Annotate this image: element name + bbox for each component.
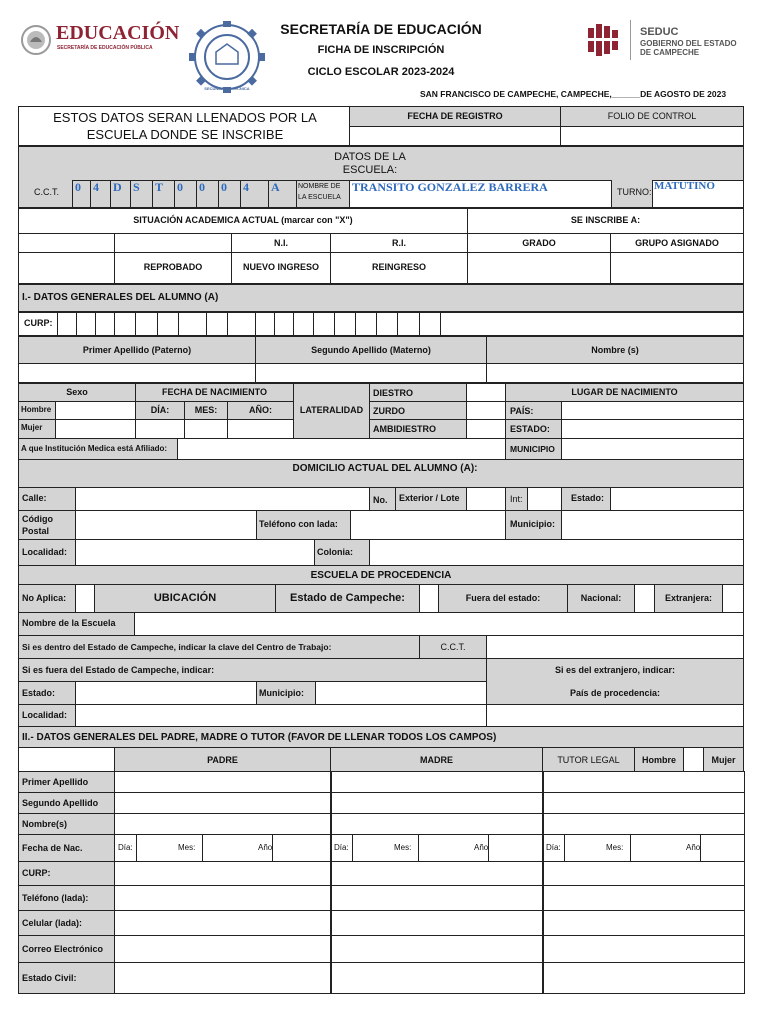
parent-row-label: Segundo Apellido xyxy=(22,798,99,808)
school-note: ESTOS DATOS SERAN LLENADOS POR LA ESCUELA DONDE SE INSCRIBE xyxy=(53,110,317,142)
nombre-input[interactable] xyxy=(486,363,744,383)
address-title: DOMICILIO ACTUAL DEL ALUMNO (A): xyxy=(292,463,478,474)
origin-localidad-label: Localidad: xyxy=(22,710,68,720)
curp-char-box[interactable] xyxy=(255,312,275,336)
address-municipio-input[interactable] xyxy=(561,510,744,540)
parent-row-label: Teléfono (lada): xyxy=(22,893,89,903)
parent-date-dia-label: Día: xyxy=(546,843,561,852)
mujer-check[interactable] xyxy=(55,419,136,439)
place-date: SAN FRANCISCO DE CAMPECHE, CAMPECHE,______DE AGOSTO DE 2023 xyxy=(420,89,727,99)
parent-row-label: Celular (lada): xyxy=(22,918,83,928)
institucion-label: A que Institución Medica está Afiliado: xyxy=(21,444,168,453)
seduc-logo-line3: DE CAMPECHE xyxy=(640,48,700,57)
school-seal xyxy=(184,20,270,94)
seduc-logo-line2: GOBIERNO DEL ESTADO xyxy=(640,39,737,48)
mes-label: MES: xyxy=(194,405,218,415)
int-input[interactable] xyxy=(527,487,562,511)
dia-input[interactable] xyxy=(135,419,185,439)
primer-apellido-input[interactable] xyxy=(18,363,256,383)
parent-row-label: Primer Apellido xyxy=(22,777,89,787)
address-municipio-label: Municipio: xyxy=(510,519,555,529)
parent-date-dia-label: Día: xyxy=(334,843,349,852)
cp-input[interactable] xyxy=(75,510,257,540)
ambidiestro-label: AMBIDIESTRO xyxy=(373,424,436,434)
situation-title: SITUACIÓN ACADEMICA ACTUAL (marcar con "X") xyxy=(133,215,353,225)
hombre-label: Hombre xyxy=(21,405,52,414)
reingreso-label: REINGRESO xyxy=(371,262,426,272)
origin-cct-input[interactable] xyxy=(486,635,744,659)
seduc-logo xyxy=(584,20,744,64)
curp-char-box[interactable] xyxy=(57,312,77,336)
padre-field[interactable] xyxy=(114,813,332,835)
pais-input[interactable] xyxy=(561,401,744,420)
lugar-nac-label: LUGAR DE NACIMIENTO xyxy=(571,387,678,397)
origin-municipio-label: Municipio: xyxy=(259,688,304,698)
tutor-field[interactable] xyxy=(542,962,745,994)
tutor-field[interactable] xyxy=(542,935,745,963)
parent-date-anio-label: Año xyxy=(474,843,489,852)
cct-char: 0 xyxy=(75,180,81,194)
no-aplica-label: No Aplica: xyxy=(22,593,67,603)
school-name-label: NOMBRE DE LA ESCUELA xyxy=(298,183,341,201)
segundo-apellido-input[interactable] xyxy=(255,363,487,383)
turno-label: TURNO: xyxy=(617,187,652,197)
school-data-title: DATOS DE LA ESCUELA: xyxy=(334,151,406,177)
no-aplica-check[interactable] xyxy=(75,584,95,613)
telefono-input[interactable] xyxy=(350,510,506,540)
school-cycle: CICLO ESCOLAR 2023-2024 xyxy=(307,66,455,78)
cp-label: Código Postal xyxy=(22,514,53,536)
grupo-label: GRUPO ASIGNADO xyxy=(635,238,719,248)
turno-value: MATUTINO xyxy=(654,180,715,192)
madre-field[interactable] xyxy=(330,885,544,911)
parent-date-anio-label: Año xyxy=(258,843,273,852)
extranjera-check[interactable] xyxy=(722,584,744,613)
ri-label: R.I. xyxy=(391,238,406,248)
cct-char: S xyxy=(133,180,140,194)
sep-logo-subtitle: SECRETARÍA DE EDUCACIÓN PÚBLICA xyxy=(57,45,153,51)
folio-input[interactable] xyxy=(560,126,744,146)
school-gear-seal-icon xyxy=(184,20,270,94)
tutor-field[interactable] xyxy=(542,792,745,814)
parent-date-mes-label: Mes: xyxy=(606,843,624,852)
padre-label: PADRE xyxy=(207,755,238,765)
cct-char: A xyxy=(271,180,280,194)
origin-cct-label: C.C.T. xyxy=(440,642,466,652)
parent-row-label: Estado Civil: xyxy=(22,973,77,983)
curp-char-box[interactable] xyxy=(397,312,420,336)
madre-field[interactable] xyxy=(330,962,544,994)
segundo-apellido-label: Segundo Apellido (Materno) xyxy=(311,345,431,355)
dia-label: DÍA: xyxy=(150,405,170,415)
page-title: SECRETARÍA DE EDUCACIÓN xyxy=(280,21,482,37)
curp-char-box[interactable] xyxy=(206,312,228,336)
ubicacion-label: UBICACIÓN xyxy=(153,592,217,604)
padre-field[interactable] xyxy=(114,885,332,911)
padre-field[interactable] xyxy=(114,935,332,963)
madre-field[interactable] xyxy=(330,792,544,814)
grado-label: GRADO xyxy=(522,238,556,248)
curp-char-box[interactable] xyxy=(293,312,314,336)
pais-procedencia-label: País de procedencia: xyxy=(569,688,661,698)
padre-field[interactable] xyxy=(114,861,332,886)
parent-row-label: Fecha de Nac. xyxy=(22,843,83,853)
tutor-label: TUTOR LEGAL xyxy=(557,755,620,765)
address-estado-label: Estado: xyxy=(571,493,605,503)
cct-char: 4 xyxy=(243,180,249,194)
mujer-label: Mujer xyxy=(21,423,43,432)
grado-input[interactable] xyxy=(467,252,611,284)
parents-section-title: II.- DATOS GENERALES DEL PADRE, MADRE O TUTOR (FAVOR DE LLENAR TODOS LOS CAMPOS) xyxy=(22,732,497,743)
zurdo-check[interactable] xyxy=(466,401,506,420)
student-section-title: I.- DATOS GENERALES DEL ALUMNO (A) xyxy=(22,292,219,303)
fuera-indicar-label: Si es fuera del Estado de Campeche, indicar: xyxy=(22,665,215,675)
madre-field[interactable] xyxy=(330,935,544,963)
no-label: No. xyxy=(373,495,388,505)
curp-char-box[interactable] xyxy=(334,312,356,336)
localidad-input[interactable] xyxy=(75,539,315,566)
ambidiestro-check[interactable] xyxy=(466,419,506,439)
padre-field[interactable] xyxy=(114,910,332,936)
anio-input[interactable] xyxy=(227,419,294,439)
curp-char-box[interactable] xyxy=(227,312,256,336)
address-estado-input[interactable] xyxy=(610,487,744,511)
nuevo-ingreso-label: NUEVO INGRESO xyxy=(242,262,319,272)
seal-text: SECUNDARIA TÉCNICA xyxy=(204,86,250,91)
municipio-input[interactable] xyxy=(561,438,744,460)
curp-label: CURP: xyxy=(24,318,53,328)
padre-field[interactable] xyxy=(114,962,332,994)
parent-row-label: Correo Electrónico xyxy=(22,944,104,954)
parent-row-label: CURP: xyxy=(22,868,51,878)
cct-label: C.C.T. xyxy=(34,187,60,197)
dentro-label: Si es dentro del Estado de Campeche, indicar la clave del Centro de Trabajo: xyxy=(22,642,332,652)
madre-field[interactable] xyxy=(330,813,544,835)
cct-char: 4 xyxy=(93,180,99,194)
origin-localidad-input[interactable] xyxy=(75,704,487,727)
exterior-input[interactable] xyxy=(466,487,506,511)
padre-field[interactable] xyxy=(114,834,332,862)
school-name-value: TRANSITO GONZALEZ BARRERA xyxy=(352,180,548,194)
curp-char-box[interactable] xyxy=(157,312,179,336)
curp-char-box[interactable] xyxy=(274,312,294,336)
cct-char: D xyxy=(113,180,122,194)
tutor-field[interactable] xyxy=(542,834,745,862)
localidad-label: Localidad: xyxy=(22,547,68,557)
origin-estado-label: Estado: xyxy=(22,688,56,698)
fecha-registro-input[interactable] xyxy=(349,126,561,146)
padre-field[interactable] xyxy=(114,792,332,814)
eagle-emblem-icon xyxy=(20,24,52,56)
municipio-label: MUNICIPIO xyxy=(510,444,555,454)
pais-procedencia-input[interactable] xyxy=(486,704,744,727)
madre-label: MADRE xyxy=(420,755,453,765)
estado-campeche-check[interactable] xyxy=(419,584,439,613)
madre-field[interactable] xyxy=(330,910,544,936)
exterior-label: Exterior / Lote xyxy=(399,493,460,503)
curp-char-box[interactable] xyxy=(95,312,115,336)
inscribe-title: SE INSCRIBE A: xyxy=(570,215,641,225)
colonia-label: Colonia: xyxy=(317,547,353,557)
lateralidad-label: LATERALIDAD xyxy=(299,405,364,415)
estado-input[interactable] xyxy=(561,419,744,439)
diestro-label: DIESTRO xyxy=(373,388,414,398)
curp-char-box[interactable] xyxy=(419,312,441,336)
tutor-field[interactable] xyxy=(542,885,745,911)
nombre-escuela-label: Nombre de la Escuela xyxy=(22,618,116,628)
sexo-label: Sexo xyxy=(66,387,88,397)
hombre-check[interactable] xyxy=(55,401,136,420)
extranjero-label: Si es del extranjero, indicar: xyxy=(554,665,676,675)
curp-char-box[interactable] xyxy=(135,312,158,336)
extranjera-label: Extranjera: xyxy=(664,593,713,603)
parent-date-anio-label: Año xyxy=(686,843,701,852)
fecha-registro-label: FECHA DE REGISTRO xyxy=(407,111,503,121)
parent-date-mes-label: Mes: xyxy=(178,843,196,852)
estado-label: ESTADO: xyxy=(510,424,550,434)
fecha-nac-label: FECHA DE NACIMIENTO xyxy=(161,387,267,397)
mes-input[interactable] xyxy=(184,419,228,439)
pais-label: PAÍS: xyxy=(510,406,534,416)
curp-char-box[interactable] xyxy=(178,312,207,336)
nombre-label: Nombre (s) xyxy=(591,345,639,355)
tutor-field[interactable] xyxy=(542,861,745,886)
sep-logo-title: EDUCACIÓN xyxy=(56,22,180,44)
telefono-label: Teléfono con lada: xyxy=(259,519,338,529)
seduc-logo-title: SEDUC xyxy=(640,26,679,38)
grupo-input[interactable] xyxy=(610,252,744,284)
cct-char: 0 xyxy=(221,180,227,194)
institucion-input[interactable] xyxy=(177,438,506,460)
tutor-field[interactable] xyxy=(542,910,745,936)
curp-char-box[interactable] xyxy=(355,312,377,336)
estado-campeche-label: Estado de Campeche: xyxy=(290,592,405,604)
curp-char-box[interactable] xyxy=(376,312,398,336)
cct-char: T xyxy=(155,180,164,194)
cct-char: 0 xyxy=(177,180,183,194)
madre-field[interactable] xyxy=(330,771,544,793)
fuera-label: Fuera del estado: xyxy=(465,593,541,603)
origin-title: ESCUELA DE PROCEDENCIA xyxy=(310,570,452,581)
parent-date-dia-label: Día: xyxy=(118,843,133,852)
folio-label: FOLIO DE CONTROL xyxy=(607,111,697,121)
tutor-field[interactable] xyxy=(542,813,745,835)
primer-apellido-label: Primer Apellido (Paterno) xyxy=(82,345,192,355)
origin-municipio-input[interactable] xyxy=(315,681,487,705)
curp-char-box[interactable] xyxy=(313,312,335,336)
zurdo-label: ZURDO xyxy=(373,406,405,416)
madre-field[interactable] xyxy=(330,861,544,886)
diestro-check[interactable] xyxy=(466,383,506,402)
padre-field[interactable] xyxy=(114,771,332,793)
nacional-check[interactable] xyxy=(634,584,655,613)
tutor-hombre-check[interactable] xyxy=(683,747,704,772)
reprobado-check[interactable] xyxy=(18,252,115,284)
tutor-hombre-label: Hombre xyxy=(641,755,676,765)
curp-char-box[interactable] xyxy=(114,312,136,336)
parent-date-mes-label: Mes: xyxy=(394,843,412,852)
anio-label: AÑO: xyxy=(249,405,272,415)
form-title: FICHA DE INSCRIPCIÓN xyxy=(317,44,445,56)
curp-char-box[interactable] xyxy=(76,312,96,336)
reprobado-label: REPROBADO xyxy=(143,262,203,272)
madre-field[interactable] xyxy=(330,834,544,862)
tutor-field[interactable] xyxy=(542,771,745,793)
cct-char: 0 xyxy=(199,180,205,194)
calle-input[interactable] xyxy=(75,487,370,511)
seduc-emblem-icon xyxy=(584,20,624,60)
int-label: Int: xyxy=(510,494,523,504)
sep-logo xyxy=(20,22,180,58)
calle-label: Calle: xyxy=(22,493,47,503)
parent-row-label: Nombre(s) xyxy=(22,819,68,829)
tutor-mujer-label: Mujer xyxy=(711,755,736,765)
nacional-label: Nacional: xyxy=(580,593,622,603)
colonia-input[interactable] xyxy=(369,539,744,566)
origin-estado-input[interactable] xyxy=(75,681,257,705)
ni-label: N.I. xyxy=(273,238,288,248)
nombre-escuela-input[interactable] xyxy=(134,612,744,636)
school-note-cell xyxy=(18,106,350,146)
